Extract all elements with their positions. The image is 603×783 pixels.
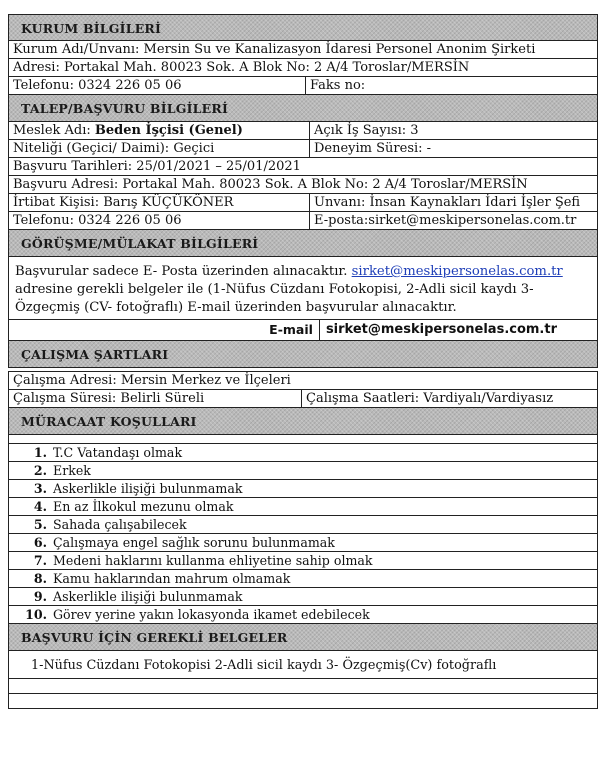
email-row [8, 320, 598, 341]
meslek-row [8, 122, 598, 140]
section-header-muracaat: MÜRACAAT KOŞULLARI [8, 408, 598, 435]
section-header-belgeler: BAŞVURU İÇİN GEREKLİ BELGELER [8, 624, 598, 651]
list-item-number: 10. [25, 607, 47, 622]
section-header-calisma: ÇALIŞMA ŞARTLARI [8, 341, 598, 368]
list-item-number: 3. [33, 481, 47, 496]
calisma-sure-row [8, 390, 598, 408]
list-item [8, 588, 598, 606]
calisma-suresi: Çalışma Süresi: Belirli Süreli [13, 391, 205, 406]
list-item [8, 480, 598, 498]
kurum-adi-row [8, 41, 598, 59]
email-value: sirket@meskipersonelas.com.tr [319, 320, 597, 340]
list-item-text: T.C Vatandaşı olmak [53, 445, 183, 460]
list-item-text: Askerlikle ilişiği bulunmamak [53, 589, 243, 604]
email-label: E-mail [269, 322, 313, 337]
calisma-saatleri: Çalışma Saatleri: Vardiyalı/Vardiyasız [301, 390, 597, 407]
list-item [8, 552, 598, 570]
job-posting-form [8, 14, 598, 709]
list-item [8, 570, 598, 588]
meslek-label: Meslek Adı: [13, 123, 95, 138]
list-item-number: 5. [33, 517, 47, 532]
kurum-adres-row [8, 59, 598, 77]
talep-telefon-row [8, 212, 598, 230]
acik-is-sayisi: Açık İş Sayısı: 3 [309, 122, 597, 139]
unvani: Unvanı: İnsan Kaynakları İdari İşler Şefi [309, 194, 597, 211]
nitelik-row [8, 140, 598, 158]
belgeler-text: 1-Nüfus Cüzdanı Fotokopisi 2-Adli sicil kaydı 3- Özgeçmiş(Cv) fotoğraflı [8, 651, 598, 679]
list-item-number: 7. [33, 553, 47, 568]
list-item-number: 9. [33, 589, 47, 604]
list-item-number: 6. [33, 535, 47, 550]
gorusme-text-before: Başvurular sadece E- Posta üzerinden alınacaktır. [15, 264, 352, 279]
list-item-number: 4. [33, 499, 47, 514]
list-item-text: Erkek [53, 463, 91, 478]
list-item-number: 1. [33, 445, 47, 460]
list-item-text: Görev yerine yakın lokasyonda ikamet edebilecek [53, 607, 370, 622]
list-item-text: Medeni haklarını kullanma ehliyetine sahip olmak [53, 553, 373, 568]
muracaat-list [8, 444, 598, 624]
gorusme-text [8, 257, 598, 320]
kurum-telefon: Telefonu: 0324 226 05 06 [13, 78, 182, 93]
calisma-adres-row [8, 371, 598, 390]
kurum-adi: Kurum Adı/Unvanı: Mersin Su ve Kanalizasyon İdaresi Personel Anonim Şirketi [13, 42, 536, 57]
list-item [8, 516, 598, 534]
meslek-adi [9, 122, 309, 139]
basvuru-tarihleri: Başvuru Tarihleri: 25/01/2021 – 25/01/2021 [13, 159, 301, 174]
kurum-faks: Faks no: [305, 77, 597, 94]
talep-telefon: Telefonu: 0324 226 05 06 [13, 213, 182, 228]
list-item [8, 498, 598, 516]
list-item-text: Sahada çalışabilecek [53, 517, 187, 532]
list-item-text: Kamu haklarından mahrum olmamak [53, 571, 291, 586]
irtibat-row [8, 194, 598, 212]
talep-eposta: E-posta:sirket@meskipersonelas.com.tr [309, 212, 597, 229]
section-header-gorusme: GÖRÜŞME/MÜLAKAT BİLGİLERİ [8, 230, 598, 257]
section-header-kurum: KURUM BİLGİLERİ [8, 14, 598, 41]
list-item-text: Çalışmaya engel sağlık sorunu bulunmamak [53, 535, 335, 550]
list-item [8, 534, 598, 552]
belgeler-blank-row [8, 679, 598, 694]
list-item [8, 606, 598, 624]
basvuru-tarihleri-row [8, 158, 598, 176]
list-item-text: Askerlikle ilişiği bulunmamak [53, 481, 243, 496]
belgeler-blank-row-2 [8, 694, 598, 709]
muracaat-spacer [8, 435, 598, 444]
section-header-talep: TALEP/BAŞVURU BİLGİLERİ [8, 95, 598, 122]
kurum-telefon-row [8, 77, 598, 95]
deneyim-suresi: Deneyim Süresi: - [309, 140, 597, 157]
basvuru-adres-row [8, 176, 598, 194]
kurum-adres: Adresi: Portakal Mah. 80023 Sok. A Blok No: 2 A/4 Toroslar/MERSİN [13, 60, 470, 75]
gorusme-text-after: adresine gerekli belgeler ile (1-Nüfus Cüzdanı Fotokopisi, 2-Adli sicil kaydı 3- Özgeçmiş (CV- fotoğraflı) E-mail üzerinden başvurular alınacaktır. [15, 282, 534, 315]
list-item [8, 462, 598, 480]
calisma-adresi: Çalışma Adresi: Mersin Merkez ve İlçeleri [13, 373, 291, 388]
basvuru-adresi: Başvuru Adresi: Portakal Mah. 80023 Sok. A Blok No: 2 A/4 Toroslar/MERSİN [13, 177, 528, 192]
meslek-value: Beden İşçisi (Genel) [94, 123, 243, 138]
niteligi: Niteliği (Geçici/ Daimi): Geçici [13, 141, 215, 156]
list-item-text: En az İlkokul mezunu olmak [53, 499, 234, 514]
irtibat-kisisi: İrtibat Kişisi: Barış KÜÇÜKÖNER [13, 195, 234, 210]
list-item [8, 444, 598, 462]
list-item-number: 2. [33, 463, 47, 478]
list-item-number: 8. [33, 571, 47, 586]
gorusme-email-link[interactable]: sirket@meskipersonelas.com.tr [351, 264, 563, 279]
